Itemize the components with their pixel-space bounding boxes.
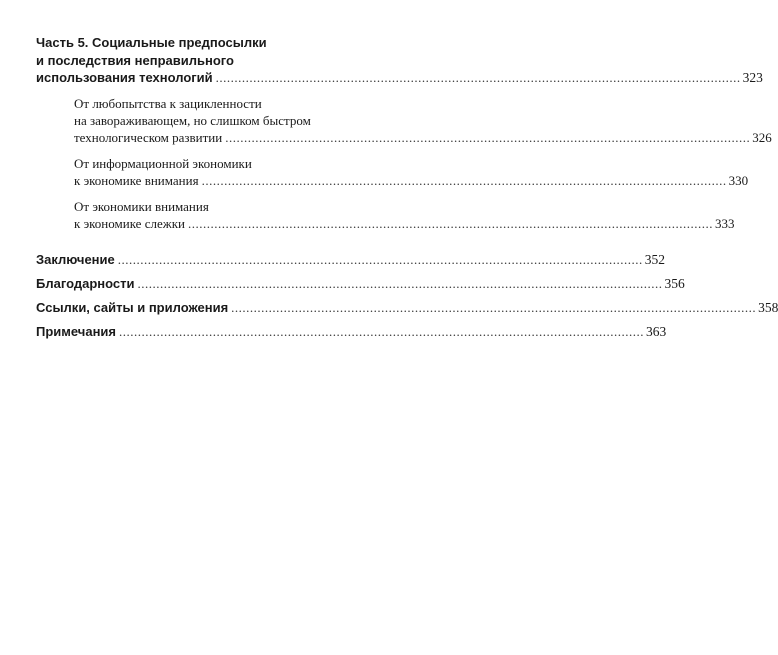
toc-entry-title-line: От любопытства к зацикленности (74, 95, 262, 111)
toc-subentry-attention-economy (74, 155, 749, 189)
page-number: 330 (728, 172, 749, 188)
toc-entry-links (36, 299, 778, 316)
toc-subentry-surveillance-economy (74, 198, 735, 232)
dot-leader: ............................................................................................................................................ (231, 299, 757, 315)
toc-entry-title: Ссылки, сайты и приложения (36, 299, 229, 315)
toc-entry-leader-line (36, 299, 778, 316)
toc-entry-title: Благодарности (36, 275, 135, 291)
page-number: 358 (758, 299, 778, 315)
toc-entry-title: Примечания (36, 323, 117, 339)
toc-entry-part-5 (36, 34, 763, 87)
dot-leader: ............................................................................................................................................ (225, 129, 751, 145)
toc-entry-leader-line (74, 215, 735, 232)
dot-leader: ............................................................................................................................................ (201, 172, 727, 188)
page-number: 326 (752, 129, 772, 145)
toc-entry-leader-line (36, 69, 763, 87)
dot-leader: ............................................................................................................................................ (117, 251, 643, 267)
toc-entry-title-line: к экономике внимания (74, 172, 199, 188)
toc-subentry-curiosity (74, 95, 772, 146)
toc-entry-leader-line (36, 275, 685, 292)
page-number: 323 (742, 70, 763, 85)
dot-leader: ............................................................................................................................................ (137, 275, 663, 291)
toc-entry-title-line: Часть 5. Социальные предпосылки (36, 35, 267, 50)
dot-leader: ............................................................................................................................................ (119, 323, 645, 339)
page-number: 352 (644, 251, 666, 267)
toc-entry-title-line: на завораживающем, но слишком быстром (74, 112, 311, 128)
toc-entry-title-line: к экономике слежки (74, 215, 185, 231)
toc-entry-title-line: использования технологий (36, 70, 213, 85)
toc-entry-title-line: От информационной экономики (74, 155, 252, 171)
toc-entry-title-line: и последствия неправильного (36, 52, 234, 68)
toc-entry-leader-line (36, 323, 667, 340)
toc-entry-leader-line (36, 251, 666, 268)
page-number: 356 (664, 275, 685, 291)
toc-entry-acknowledgements (36, 275, 685, 292)
dot-leader: ............................................................................................................................................ (188, 215, 713, 231)
toc-entry-conclusion (36, 251, 666, 268)
page-number: 333 (715, 215, 735, 231)
toc-entry-leader-line (74, 172, 749, 189)
page-number: 363 (646, 323, 667, 339)
toc-entry-title-line: технологическом развитии (74, 129, 223, 145)
toc-entry-title: Заключение (36, 251, 115, 267)
toc-entry-leader-line (74, 129, 772, 146)
toc-entry-title-line: От экономики внимания (74, 198, 209, 214)
toc-entry-notes (36, 323, 667, 340)
table-of-contents (36, 34, 778, 340)
dot-leader: ............................................................................................................................................ (215, 70, 741, 85)
